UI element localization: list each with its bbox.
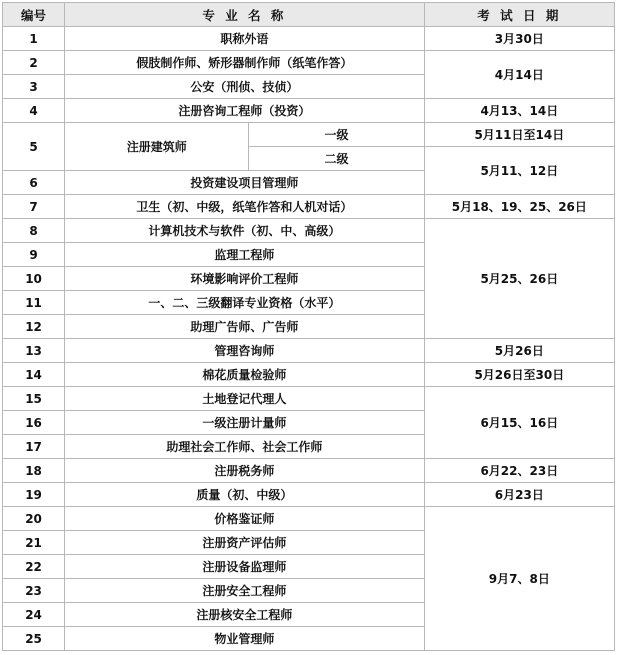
profession-name: 卫生（初、中级，纸笔作答和人机对话）	[65, 195, 425, 219]
profession-name: 注册建筑师	[65, 123, 249, 171]
exam-date: 3月30日	[424, 27, 614, 51]
table-row	[3, 27, 615, 51]
exam-date: 6月15、16日	[424, 387, 614, 459]
exam-date: 5月26日	[424, 339, 614, 363]
row-number: 25	[3, 627, 65, 651]
table-row	[3, 51, 615, 75]
row-number: 14	[3, 363, 65, 387]
table-row	[3, 195, 615, 219]
exam-date: 4月14日	[424, 51, 614, 99]
profession-name: 公安（刑侦、技侦）	[65, 75, 425, 99]
profession-name: 助理广告师、广告师	[65, 315, 425, 339]
row-number: 7	[3, 195, 65, 219]
profession-name: 职称外语	[65, 27, 425, 51]
row-number: 19	[3, 483, 65, 507]
profession-name: 环境影响评价工程师	[65, 267, 425, 291]
row-number: 21	[3, 531, 65, 555]
profession-name: 注册税务师	[65, 459, 425, 483]
profession-name: 注册核安全工程师	[65, 603, 425, 627]
header-number: 编号	[3, 3, 65, 27]
header-profession: 专 业 名 称	[65, 3, 425, 27]
profession-name: 管理咨询师	[65, 339, 425, 363]
profession-name: 注册设备监理师	[65, 555, 425, 579]
profession-name: 助理社会工作师、社会工作师	[65, 435, 425, 459]
table-row	[3, 507, 615, 531]
row-number: 8	[3, 219, 65, 243]
exam-date: 6月22、23日	[424, 459, 614, 483]
profession-name: 注册咨询工程师（投资）	[65, 99, 425, 123]
row-number: 18	[3, 459, 65, 483]
row-number: 12	[3, 315, 65, 339]
table-row	[3, 219, 615, 243]
level-label: 二级	[249, 147, 424, 171]
row-number: 16	[3, 411, 65, 435]
table-header-row	[3, 3, 615, 27]
profession-name: 投资建设项目管理师	[65, 171, 425, 195]
exam-date: 9月7、8日	[424, 507, 614, 651]
profession-name: 棉花质量检验师	[65, 363, 425, 387]
row-number: 23	[3, 579, 65, 603]
profession-name: 质量（初、中级）	[65, 483, 425, 507]
row-number: 6	[3, 171, 65, 195]
row-number: 9	[3, 243, 65, 267]
profession-name: 物业管理师	[65, 627, 425, 651]
profession-name: 一、二、三级翻译专业资格（水平）	[65, 291, 425, 315]
profession-name: 假肢制作师、矫形器制作师（纸笔作答）	[65, 51, 425, 75]
level-label: 一级	[249, 123, 424, 147]
exam-date: 5月25、26日	[424, 219, 614, 339]
row-number: 3	[3, 75, 65, 99]
profession-name: 监理工程师	[65, 243, 425, 267]
row-number: 15	[3, 387, 65, 411]
table-row	[3, 459, 615, 483]
exam-date: 5月11日至14日	[424, 123, 614, 147]
exam-date: 5月11、12日	[424, 147, 614, 195]
row-number: 2	[3, 51, 65, 75]
table-row	[3, 339, 615, 363]
table-row	[3, 123, 615, 147]
table-row	[3, 99, 615, 123]
table-row	[3, 483, 615, 507]
profession-name: 注册资产评估师	[65, 531, 425, 555]
row-number: 13	[3, 339, 65, 363]
profession-name: 计算机技术与软件（初、中、高级）	[65, 219, 425, 243]
row-number: 24	[3, 603, 65, 627]
profession-name: 注册安全工程师	[65, 579, 425, 603]
row-number: 17	[3, 435, 65, 459]
exam-schedule-table	[2, 2, 615, 651]
row-number: 10	[3, 267, 65, 291]
exam-date: 6月23日	[424, 483, 614, 507]
profession-name: 土地登记代理人	[65, 387, 425, 411]
table-row	[3, 363, 615, 387]
row-number: 22	[3, 555, 65, 579]
table-row	[3, 387, 615, 411]
row-number: 4	[3, 99, 65, 123]
exam-date: 4月13、14日	[424, 99, 614, 123]
row-number: 1	[3, 27, 65, 51]
header-exam-date: 考 试 日 期	[424, 3, 614, 27]
exam-date: 5月26日至30日	[424, 363, 614, 387]
row-number: 20	[3, 507, 65, 531]
row-number: 5	[3, 123, 65, 171]
profession-name: 价格鉴证师	[65, 507, 425, 531]
row-number: 11	[3, 291, 65, 315]
profession-name: 一级注册计量师	[65, 411, 425, 435]
exam-date: 5月18、19、25、26日	[424, 195, 614, 219]
